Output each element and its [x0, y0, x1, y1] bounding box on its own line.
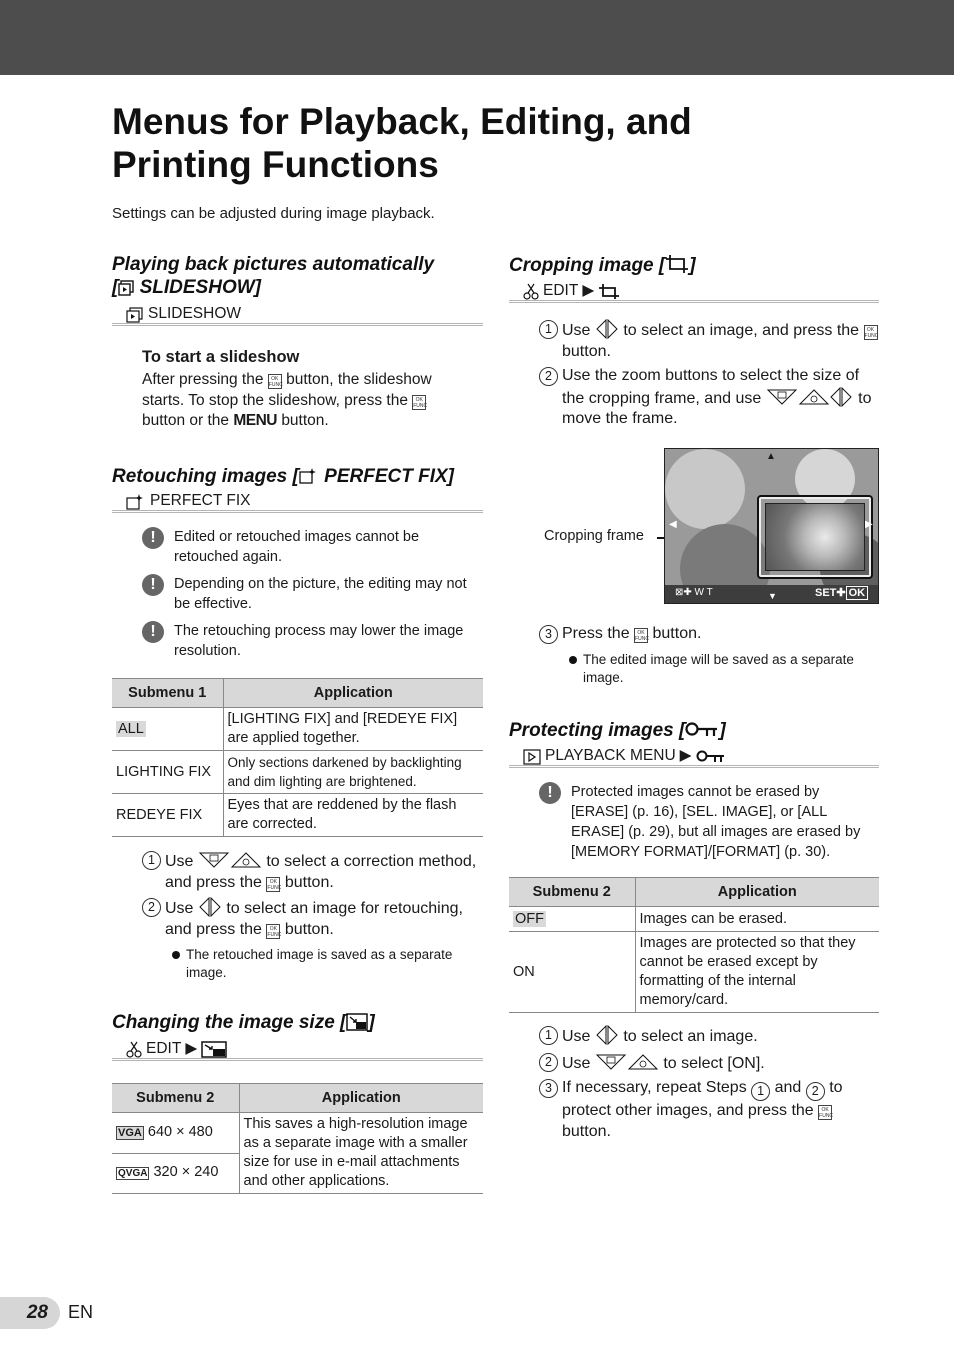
step-3: 3 If necessary, repeat Steps 1 and 2 to protect other images, and press the OK FUNC button.: [539, 1078, 881, 1142]
zoom-wt-icon: ⊠✚ W T: [675, 587, 713, 598]
step-3: 3 Press the OK FUNC button.: [539, 624, 881, 645]
ok-func-icon: OK FUNC: [267, 878, 282, 891]
bullet-note: The retouched image is saved as a separate image.: [172, 946, 484, 982]
qvga-icon: QVGA: [118, 1168, 148, 1180]
perfect-fix-icon: [299, 467, 319, 485]
playback-icon: [523, 749, 541, 765]
left-arrow-icon: ◀: [669, 519, 677, 530]
arrow-right-icon: ▶: [679, 747, 692, 764]
cropping-section: [509, 254, 879, 303]
table-row: QVGA 320 × 240: [112, 1153, 483, 1194]
key-icon: [685, 721, 719, 739]
step-1: 1 Use to select an image.: [539, 1025, 881, 1048]
caution-icon: !: [142, 574, 164, 596]
scissors-icon: [126, 1041, 142, 1058]
table-row: REDEYE FIX Eyes that are reddened by the flash are corrected.: [112, 794, 483, 837]
protect-section: [509, 719, 879, 869]
perfect-fix-steps: [142, 850, 484, 982]
slideshow-heading: Playing back pictures automatically [ SLIDESHOW]: [112, 254, 435, 298]
left-right-arrow-icon: [595, 1025, 619, 1045]
resize-icon: [201, 1041, 227, 1058]
cropping-frame-label: Cropping frame: [544, 528, 644, 544]
caution-note: ! Edited or retouched images cannot be retouched again.: [142, 527, 474, 567]
slideshow-menu-path: SLIDESHOW: [112, 306, 483, 326]
rose-image: [765, 503, 865, 571]
set-ok-label: SET✚ OK: [815, 586, 868, 599]
ok-func-icon: OK FUNC: [267, 925, 282, 938]
cropping-heading: Cropping image [ ]: [509, 255, 696, 276]
arrow-right-icon: ▶: [185, 1040, 198, 1057]
step-2: 2 Use to select an image for retouching, and press the OK FUNC button.: [142, 897, 484, 940]
protect-heading: Protecting images [ ]: [509, 720, 726, 741]
table-row: VGA 640 × 480 This saves a high-resolution image as a separate image with a smaller size for use in e-mail attachments and other applications.: [112, 1113, 483, 1154]
left-right-arrow-icon: [595, 319, 619, 339]
table-header: Application: [239, 1084, 483, 1113]
caution-icon: !: [142, 527, 164, 549]
four-way-arrow-icon: [766, 387, 854, 407]
slideshow-section: [112, 253, 483, 432]
step-2: 2 Use to select [ON].: [539, 1052, 881, 1075]
language-label: EN: [68, 1302, 94, 1322]
table-row: ALL [LIGHTING FIX] and [REDEYE FIX] are applied together.: [112, 708, 483, 751]
resize-section: [112, 1011, 483, 1061]
caution-icon: !: [539, 782, 561, 804]
ok-func-icon: OK FUNC: [413, 396, 428, 409]
protect-table: [509, 877, 879, 1013]
header-bar: [0, 0, 954, 75]
ok-func-icon: OK FUNC: [635, 630, 649, 642]
perfect-fix-menu-path: PERFECT FIX: [112, 493, 483, 513]
table-header: Application: [635, 878, 879, 907]
vga-icon: VGA: [118, 1126, 142, 1139]
slideshow-subheading: To start a slideshow: [142, 348, 300, 366]
cropping-menu-path: EDIT ▶: [509, 283, 879, 303]
cropping-steps: [539, 319, 881, 434]
cropping-step-3: [539, 624, 881, 687]
crop-frame: [757, 495, 873, 579]
perfect-fix-heading: Retouching images [ PERFECT FIX]: [112, 466, 454, 487]
up-down-arrow-icon: [595, 1052, 659, 1072]
caution-icon: !: [142, 621, 164, 643]
step-1: 1 Use to select a correction method, and press the OK FUNC button.: [142, 850, 484, 893]
perfect-fix-notes: [142, 527, 474, 661]
caution-note: ! Protected images cannot be erased by [ERASE] (p. 16), [SEL. IMAGE], or [ALL ERASE] (p. 29), but all images are erased by [MEMORY FORMAT]/[FORMAT] (p. 30).: [539, 782, 879, 862]
ok-func-icon: OK FUNC: [864, 327, 879, 339]
ok-func-icon: OK FUNC: [268, 376, 283, 388]
table-row: LIGHTING FIX Only sections darkened by backlighting and dim lighting are brightened.: [112, 751, 483, 794]
crop-icon: [665, 254, 689, 274]
caution-note: ! The retouching process may lower the image resolution.: [142, 621, 474, 661]
table-row: OFF Images can be erased.: [509, 907, 879, 932]
slideshow-icon: [118, 280, 134, 296]
perfect-fix-section: [112, 465, 483, 668]
up-down-arrow-icon: [198, 850, 262, 870]
table-header: Application: [223, 679, 483, 708]
ok-func-icon: OK FUNC: [819, 1107, 834, 1119]
menu-button-label: MENU: [233, 412, 277, 429]
resize-menu-path: EDIT ▶: [112, 1041, 483, 1061]
table-header: Submenu 1: [112, 679, 223, 708]
title-line-1: Menus for Playback, Editing, and: [112, 101, 692, 142]
title-line-2: Printing Functions: [112, 144, 439, 185]
table-header: Submenu 2: [112, 1084, 239, 1113]
resize-icon: [346, 1013, 368, 1031]
page-title: [112, 100, 912, 186]
protect-menu-path: PLAYBACK MENU ▶: [509, 748, 879, 768]
key-icon: [696, 749, 726, 765]
caution-note: ! Depending on the picture, the editing may not be effective.: [142, 574, 474, 614]
crop-icon: [598, 283, 620, 300]
protect-notes: [539, 782, 879, 862]
table-row: ON Images are protected so that they cannot be erased except by formatting of the internal memory/card.: [509, 932, 879, 1013]
slideshow-icon: [126, 307, 144, 323]
bullet-note: The edited image will be saved as a separate image.: [569, 651, 881, 687]
table-header: Submenu 2: [509, 878, 635, 907]
protect-steps: [539, 1025, 881, 1146]
left-right-arrow-icon: [198, 897, 222, 917]
arrow-right-icon: ▶: [582, 282, 595, 299]
scissors-icon: [523, 283, 539, 300]
step-2: 2 Use the zoom buttons to select the size of the cropping frame, and use to move the frame.: [539, 366, 881, 430]
intro-text: Settings can be adjusted during image playback.: [112, 205, 435, 222]
perfect-fix-table: [112, 678, 483, 837]
camera-screen-image: [664, 448, 879, 604]
step-1: 1 Use to select an image, and press the OK FUNC button.: [539, 319, 881, 362]
page-number: 28: [0, 1297, 60, 1329]
resize-table: [112, 1083, 483, 1194]
up-arrow-icon: ▲: [766, 451, 776, 462]
slideshow-instructions: After pressing the OK FUNC button, the slideshow starts. To stop the slideshow, press the OK FUNC button or the MENU button.: [142, 371, 432, 429]
right-arrow-icon: ▶: [865, 519, 873, 530]
down-arrow-icon: ▼: [768, 591, 777, 601]
perfect-fix-icon: [126, 493, 146, 510]
resize-heading: Changing the image size [ ]: [112, 1012, 375, 1033]
